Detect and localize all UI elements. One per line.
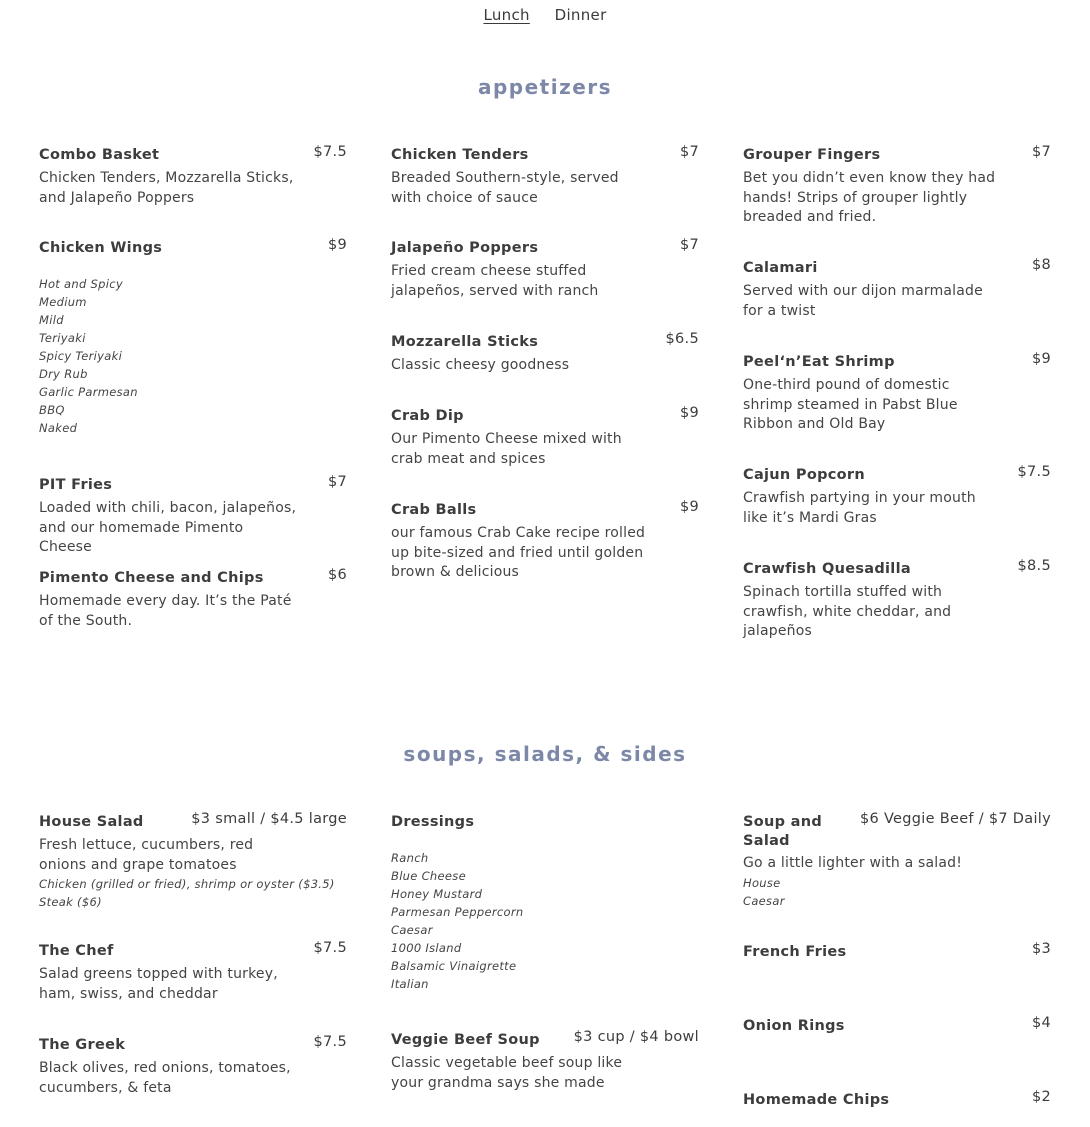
option-item: Spicy Teriyaki [39,349,123,363]
item-price: $3 small / $4.5 large [191,811,347,827]
item-price: $7.5 [1017,464,1051,480]
menu-item-pit-fries [39,476,347,558]
menu-item-mozzarella-sticks [391,333,699,376]
item-name: Chicken Tenders [391,147,529,163]
item-description: Served with our dijon marmalade for a twist [743,283,983,319]
item-name: Cajun Popcorn [743,467,865,483]
item-name: Crab Dip [391,408,464,424]
menu-item-soup-and-salad [743,813,1051,910]
item-name: Crawfish Quesadilla [743,561,911,577]
item-price: $8 [1031,257,1051,273]
option-item: Steak ($6) [39,895,102,909]
item-price: $7.5 [313,940,347,956]
menu-item-combo-basket [39,146,347,208]
item-price: $7.5 [313,1034,347,1050]
item-description: Go a little lighter with a salad! [743,855,963,871]
menu-item-calamari [743,259,1051,321]
item-name: Veggie Beef Soup [391,1032,540,1048]
section-title-soups-salads-sides: soups, salads, & sides [403,742,687,766]
option-item: Blue Cheese [391,869,466,883]
item-name: Soup and Salad [743,814,823,849]
item-price: $3 cup / $4 bowl [573,1029,699,1045]
item-price: $3 [1031,941,1051,957]
item-name: Jalapeño Poppers [391,240,539,256]
item-price: $9 [327,237,347,253]
item-name: Crab Balls [391,502,477,518]
menu-item-house-salad [39,813,347,911]
item-description: Classic vegetable beef soup like your grandma says she made [391,1055,623,1091]
item-description: Homemade every day. It’s the Paté of the South. [39,593,292,629]
item-price: $7.5 [313,144,347,160]
item-name: Homemade Chips [743,1092,890,1108]
item-name: Combo Basket [39,147,160,163]
menu-item-homemade-chips [743,1091,1051,1111]
menu-tabs [0,4,1090,26]
salad-addon-list [39,875,347,911]
menu-item-chicken-tenders [391,146,699,208]
item-description: Loaded with chili, bacon, jalapeños, and our homemade Pimento Cheese [39,500,297,555]
option-item: BBQ [39,403,65,417]
menu-item-the-greek [39,1036,347,1098]
tab-dinner[interactable]: Dinner [554,6,607,24]
menu-item-pimento-cheese-chips [39,569,347,631]
item-name: French Fries [743,944,847,960]
option-item: Caesar [743,893,785,908]
item-name: Peel‘n’Eat Shrimp [743,354,895,370]
item-description: our famous Crab Cake recipe rolled up bite-sized and fried until golden brown & delicious [391,525,646,580]
item-name: House Salad [39,814,144,830]
item-description: Classic cheesy goodness [391,357,570,373]
item-description: Our Pimento Cheese mixed with crab meat and spices [391,431,622,467]
item-name: Grouper Fingers [743,147,881,163]
menu-item-onion-rings [743,1017,1051,1037]
item-description: Bet you didn’t even know they had hands! Strips of grouper lightly breaded and fried. [743,170,996,225]
option-item: Garlic Parmesan [39,385,138,399]
item-description: Crawfish partying in your mouth like it’s Mardi Gras [743,490,976,526]
menu-item-crab-dip [391,407,699,469]
option-item: 1000 Island [391,941,462,955]
option-item: Naked [39,421,78,435]
item-price: $8.5 [1017,558,1051,574]
option-item: House [743,875,781,890]
menu-item-french-fries [743,943,1051,963]
menu-item-jalapeno-poppers [391,239,699,301]
item-price: $9 [679,405,699,421]
item-name: The Greek [39,1037,126,1053]
menu-item-the-chef [39,942,347,1004]
item-description: Spinach tortilla stuffed with crawfish, white cheddar, and jalapeños [743,584,952,639]
option-item: Honey Mustard [391,887,483,901]
item-price: $7 [327,474,347,490]
section-title-appetizers: appetizers [477,75,613,99]
menu-item-veggie-beef-soup [391,1031,699,1093]
item-name: Calamari [743,260,818,276]
item-name: Mozzarella Sticks [391,334,539,350]
option-item: Medium [39,295,87,309]
item-description: Breaded Southern-style, served with choice of sauce [391,170,619,206]
dressing-list [391,849,699,993]
menu-item-chicken-wings [39,239,347,437]
item-price: $2 [1031,1089,1051,1105]
item-price: $6 Veggie Beef / $7 Daily [860,811,1051,827]
menu-item-crab-balls [391,501,699,583]
item-price: $6 [327,567,347,583]
item-price: $4 [1031,1015,1051,1031]
option-item: Chicken (grilled or fried), shrimp or oyster ($3.5) [39,877,335,891]
item-price: $7 [679,237,699,253]
item-name: Dressings [391,814,475,830]
option-item: Mild [39,313,64,327]
item-description: Chicken Tenders, Mozzarella Sticks, and Jalapeño Poppers [39,170,294,206]
item-description: Fresh lettuce, cucumbers, red onions and grape tomatoes [39,837,254,873]
item-price: $6.5 [665,331,699,347]
option-item: Caesar [391,923,433,937]
option-item: Ranch [391,851,429,865]
item-description: Fried cream cheese stuffed jalapeños, served with ranch [391,263,599,299]
item-name: Pimento Cheese and Chips [39,570,264,586]
item-price: $9 [679,499,699,515]
menu-item-crawfish-quesadilla [743,560,1051,642]
item-price: $7 [1031,144,1051,160]
menu-item-dressings [391,813,699,993]
item-description: One-third pound of domestic shrimp steamed in Pabst Blue Ribbon and Old Bay [743,377,958,432]
option-item: Balsamic Vinaigrette [391,959,517,973]
option-item: Hot and Spicy [39,277,123,291]
item-name: Onion Rings [743,1018,845,1034]
option-item: Italian [391,977,429,991]
option-item: Parmesan Peppercorn [391,905,524,919]
item-name: PIT Fries [39,477,113,493]
menu-item-grouper-fingers [743,146,1051,228]
menu-item-peel-eat-shrimp [743,353,1051,435]
item-name: Chicken Wings [39,240,163,256]
item-description: Salad greens topped with turkey, ham, swiss, and cheddar [39,966,278,1002]
item-name: The Chef [39,943,114,959]
tab-lunch[interactable]: Lunch [483,6,530,24]
item-price: $7 [679,144,699,160]
item-description: Black olives, red onions, tomatoes, cucumbers, & feta [39,1060,291,1096]
option-item: Dry Rub [39,367,88,381]
option-item: Teriyaki [39,331,86,345]
wing-flavor-list [39,275,347,437]
item-price: $9 [1031,351,1051,367]
menu-item-cajun-popcorn [743,466,1051,528]
salad-choice-list [743,874,1051,910]
